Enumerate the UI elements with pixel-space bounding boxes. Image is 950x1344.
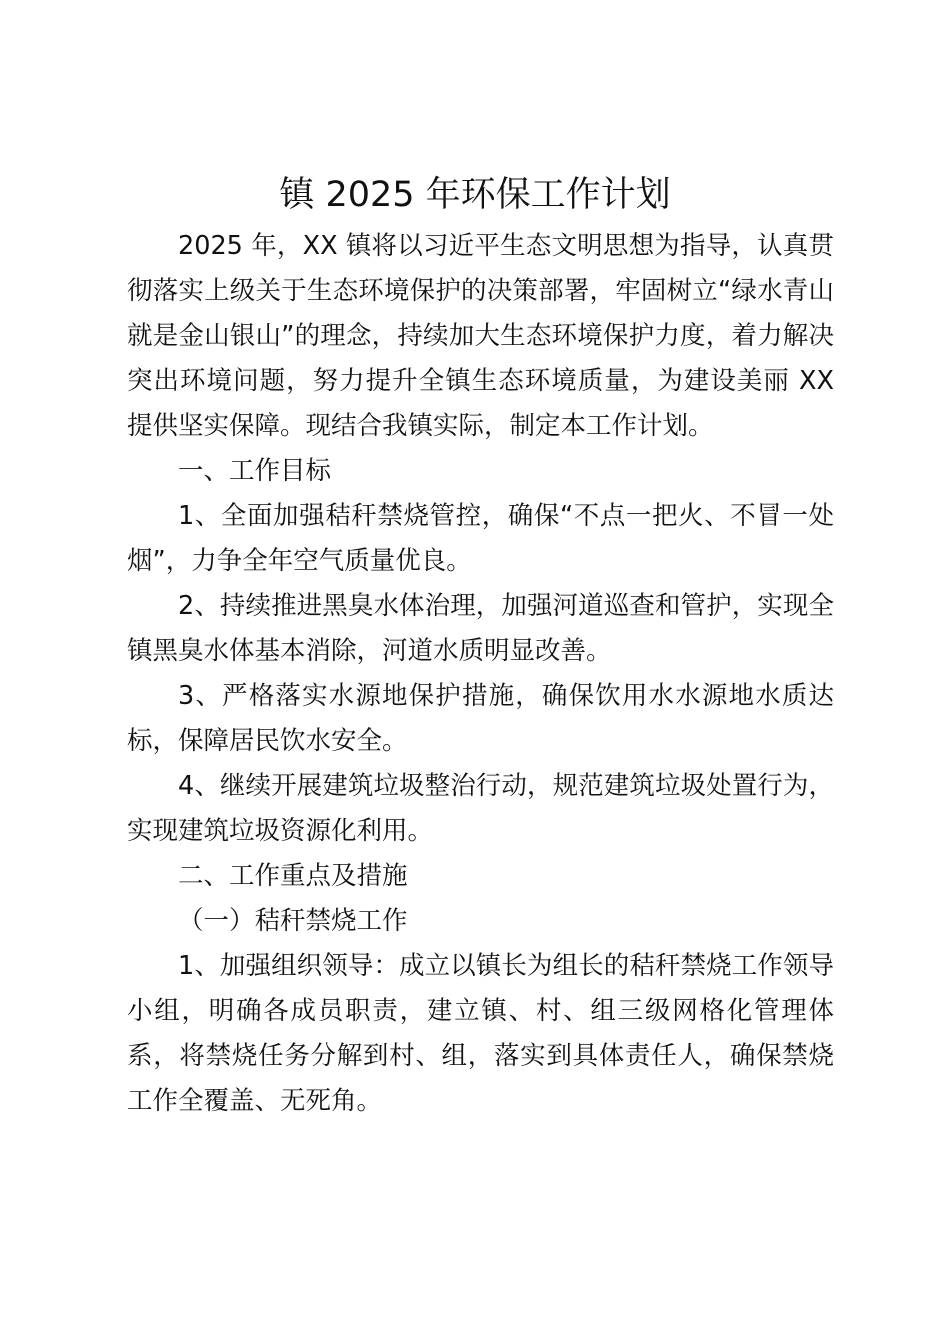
goal-item: 4、继续开展建筑垃圾整治行动，规范建筑垃圾处置行为，实现建筑垃圾资源化利用。 [127, 771, 834, 846]
section-heading-goals: 一、工作目标 [178, 456, 332, 486]
subsection-heading-straw-burning: （一）秸秆禁烧工作 [178, 906, 408, 936]
goal-item: 2、持续推进黑臭水体治理，加强河道巡查和管护，实现全镇黑臭水体基本消除，河道水质明显改善。 [127, 591, 834, 666]
intro-paragraph: 2025 年，XX 镇将以习近平生态文明思想为指导，认真贯彻落实上级关于生态环境保护的决策部署，牢固树立“绿水青山就是金山银山”的理念，持续加大生态环境保护力度，着力解决突出环境问题，努力提升全镇生态环境质量，为建设美丽 XX 提供坚实保障。现结合我镇实际，制定本工作计划。 [127, 231, 834, 441]
goal-item: 1、全面加强秸秆禁烧管控，确保“不点一把火、不冒一处烟”，力争全年空气质量优良。 [127, 501, 834, 576]
document-body [127, 224, 834, 1124]
measure-item: 1、加强组织领导：成立以镇长为组长的秸秆禁烧工作领导小组，明确各成员职责，建立镇、村、组三级网格化管理体系，将禁烧任务分解到村、组，落实到具体责任人，确保禁烧工作全覆盖、无死角。 [127, 951, 834, 1116]
section-heading-measures: 二、工作重点及措施 [178, 861, 408, 891]
goal-item: 3、严格落实水源地保护措施，确保饮用水水源地水质达标，保障居民饮水安全。 [127, 681, 834, 756]
document-title: 镇 2025 年环保工作计划 [279, 175, 671, 215]
